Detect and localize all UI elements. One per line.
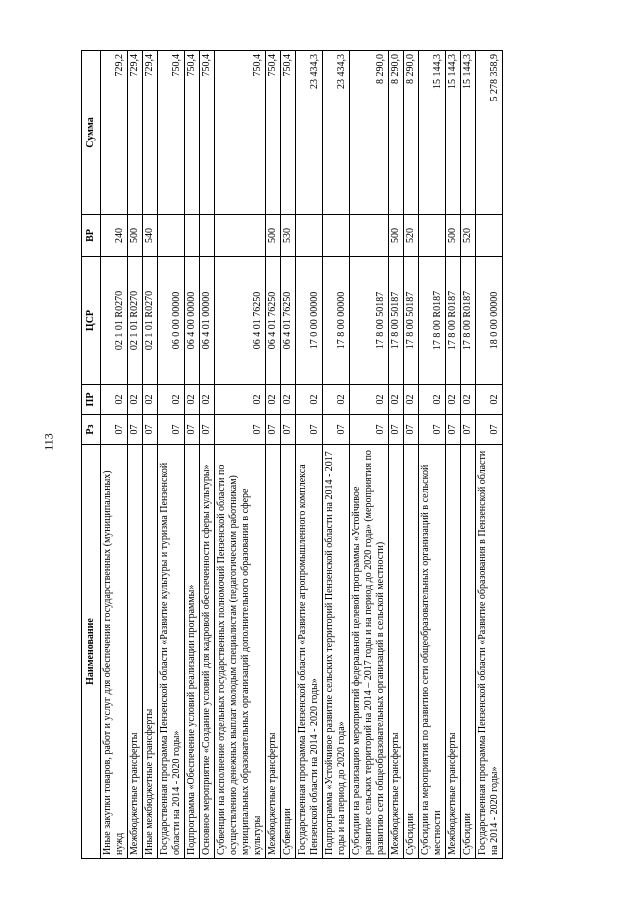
header-sum: Сумма	[82, 51, 101, 215]
cell-csr: 06 4 01 76250	[281, 257, 296, 385]
cell-sum: 8 290,0	[389, 51, 404, 215]
cell-rz: 07	[323, 415, 350, 445]
cell-vr	[215, 215, 266, 257]
budget-table	[81, 50, 503, 859]
cell-vr	[158, 215, 185, 257]
cell-name: Субвенции на исполнение отдельных государственных полномочий Пензенской области по осуществлению денежных выплат молодым специалистам (педагогическим работникам) муниципальных образовательных организаций дополнительного образования в сфере культуры	[215, 445, 266, 859]
cell-name: Основное мероприятие «Создание условий для кадровой обеспеченности сферы культуры»	[200, 445, 215, 859]
cell-csr: 17 8 00 R0187	[419, 257, 446, 385]
table-row	[323, 51, 350, 859]
cell-name: Межбюджетные трансферты	[266, 445, 281, 859]
cell-pr: 02	[350, 385, 389, 415]
cell-csr: 06 4 01 76250	[266, 257, 281, 385]
table-row	[476, 51, 503, 859]
table-row	[128, 51, 143, 859]
cell-rz: 07	[143, 415, 158, 445]
cell-name: Субвенции	[281, 445, 296, 859]
cell-pr: 02	[404, 385, 419, 415]
cell-rz: 07	[158, 415, 185, 445]
cell-vr	[350, 215, 389, 257]
cell-pr: 02	[266, 385, 281, 415]
cell-sum: 5 278 358,9	[476, 51, 503, 215]
page-number: 113	[41, 433, 56, 451]
table-row	[185, 51, 200, 859]
cell-sum: 15 144,3	[446, 51, 461, 215]
table-header-row	[82, 51, 101, 859]
cell-csr: 17 8 00 R0187	[446, 257, 461, 385]
cell-pr: 02	[446, 385, 461, 415]
cell-pr: 02	[281, 385, 296, 415]
cell-sum: 750,4	[200, 51, 215, 215]
cell-sum: 15 144,3	[461, 51, 476, 215]
cell-vr	[419, 215, 446, 257]
cell-pr: 02	[296, 385, 323, 415]
cell-pr: 02	[143, 385, 158, 415]
cell-name: Государственная программа Пензенской области «Развитие культуры и туризма Пензенской области на 2014 - 2020 годы»	[158, 445, 185, 859]
cell-pr: 02	[128, 385, 143, 415]
table-row	[215, 51, 266, 859]
table-row	[461, 51, 476, 859]
cell-name: Межбюджетные трансферты	[128, 445, 143, 859]
cell-name: Подпрограмма «Устойчивое развитие сельских территорий Пензенской области на 2014 - 2017 годы и на период до 2020 года»	[323, 445, 350, 859]
cell-pr: 02	[200, 385, 215, 415]
cell-csr: 17 8 00 50187	[350, 257, 389, 385]
table-row	[419, 51, 446, 859]
cell-vr: 500	[446, 215, 461, 257]
cell-sum: 729,4	[128, 51, 143, 215]
cell-pr: 02	[215, 385, 266, 415]
cell-csr: 06 4 00 00000	[185, 257, 200, 385]
cell-pr: 02	[419, 385, 446, 415]
cell-vr	[323, 215, 350, 257]
table-row	[389, 51, 404, 859]
cell-sum: 750,4	[266, 51, 281, 215]
cell-csr: 06 4 01 00000	[200, 257, 215, 385]
table-row	[404, 51, 419, 859]
cell-vr: 500	[389, 215, 404, 257]
header-pr: ПР	[82, 385, 101, 415]
cell-pr: 02	[389, 385, 404, 415]
cell-name: Государственная программа Пензенской области «Развитие агропромышленного комплекса Пензенской области на 2014 - 2020 годы»	[296, 445, 323, 859]
cell-csr: 02 1 01 R0270	[101, 257, 128, 385]
cell-csr: 06 4 01 76250	[215, 257, 266, 385]
table-row	[200, 51, 215, 859]
table-row	[158, 51, 185, 859]
cell-rz: 07	[296, 415, 323, 445]
header-vr: ВР	[82, 215, 101, 257]
table-row	[266, 51, 281, 859]
cell-vr: 500	[128, 215, 143, 257]
cell-vr: 530	[281, 215, 296, 257]
cell-csr: 02 1 01 R0270	[143, 257, 158, 385]
cell-sum: 23 434,3	[296, 51, 323, 215]
cell-sum: 15 144,3	[419, 51, 446, 215]
budget-table-sheet	[81, 51, 561, 859]
cell-name: Субсидии	[404, 445, 419, 859]
cell-sum: 729,4	[143, 51, 158, 215]
header-csr: ЦСР	[82, 257, 101, 385]
cell-vr	[185, 215, 200, 257]
cell-rz: 07	[446, 415, 461, 445]
cell-rz: 07	[461, 415, 476, 445]
cell-name: Иные межбюджетные трансферты	[143, 445, 158, 859]
cell-vr: 520	[461, 215, 476, 257]
cell-sum: 750,4	[215, 51, 266, 215]
cell-csr: 17 8 00 50187	[404, 257, 419, 385]
cell-sum: 23 434,3	[323, 51, 350, 215]
cell-name: Субсидии на реализацию мероприятий федеральной целевой программы «Устойчивое развитие сельских территорий на 2014 – 2017 годы и на период до 2020 года» (мероприятия по развитию сети общеобразовательных организаций в сельской местности)	[350, 445, 389, 859]
cell-name: Межбюджетные трансферты	[446, 445, 461, 859]
cell-sum: 729,2	[101, 51, 128, 215]
cell-pr: 02	[323, 385, 350, 415]
cell-vr	[200, 215, 215, 257]
table-row	[446, 51, 461, 859]
cell-rz: 07	[185, 415, 200, 445]
cell-pr: 02	[461, 385, 476, 415]
cell-csr: 17 8 00 50187	[389, 257, 404, 385]
cell-rz: 07	[350, 415, 389, 445]
table-row	[101, 51, 128, 859]
cell-name: Субсидии на мероприятия по развитию сети общеобразовательных организаций в сельской местности	[419, 445, 446, 859]
cell-sum: 750,4	[158, 51, 185, 215]
cell-csr: 17 8 00 00000	[323, 257, 350, 385]
cell-vr	[476, 215, 503, 257]
cell-rz: 07	[281, 415, 296, 445]
cell-pr: 02	[158, 385, 185, 415]
cell-csr: 06 0 00 00000	[158, 257, 185, 385]
cell-sum: 8 290,0	[404, 51, 419, 215]
cell-csr: 17 0 00 00000	[296, 257, 323, 385]
cell-sum: 750,4	[185, 51, 200, 215]
cell-sum: 8 290,0	[350, 51, 389, 215]
cell-rz: 07	[404, 415, 419, 445]
cell-pr: 02	[185, 385, 200, 415]
cell-name: Подпрограмма «Обеспечение условий реализации программы»	[185, 445, 200, 859]
cell-rz: 07	[215, 415, 266, 445]
table-row	[143, 51, 158, 859]
cell-csr: 02 1 01 R0270	[128, 257, 143, 385]
cell-pr: 02	[101, 385, 128, 415]
cell-rz: 07	[476, 415, 503, 445]
cell-rz: 07	[128, 415, 143, 445]
cell-vr: 520	[404, 215, 419, 257]
cell-name: Субсидии	[461, 445, 476, 859]
cell-vr: 540	[143, 215, 158, 257]
cell-name: Государственная программа Пензенской области «Развитие образования в Пензенской области на 2014 - 2020 годы»	[476, 445, 503, 859]
cell-vr: 240	[101, 215, 128, 257]
cell-rz: 07	[266, 415, 281, 445]
cell-rz: 07	[101, 415, 128, 445]
cell-pr: 02	[476, 385, 503, 415]
cell-name: Иные закупки товаров, работ и услуг для обеспечения государственных (муниципальных) нужд	[101, 445, 128, 859]
header-rz: Рз	[82, 415, 101, 445]
cell-vr	[296, 215, 323, 257]
cell-rz: 07	[389, 415, 404, 445]
table-row	[296, 51, 323, 859]
header-name: Наименование	[82, 445, 101, 859]
cell-vr: 500	[266, 215, 281, 257]
cell-csr: 17 8 00 R0187	[461, 257, 476, 385]
table-row	[281, 51, 296, 859]
cell-rz: 07	[419, 415, 446, 445]
cell-sum: 750,4	[281, 51, 296, 215]
cell-rz: 07	[200, 415, 215, 445]
cell-name: Межбюджетные трансферты	[389, 445, 404, 859]
cell-csr: 18 0 00 00000	[476, 257, 503, 385]
table-row	[350, 51, 389, 859]
